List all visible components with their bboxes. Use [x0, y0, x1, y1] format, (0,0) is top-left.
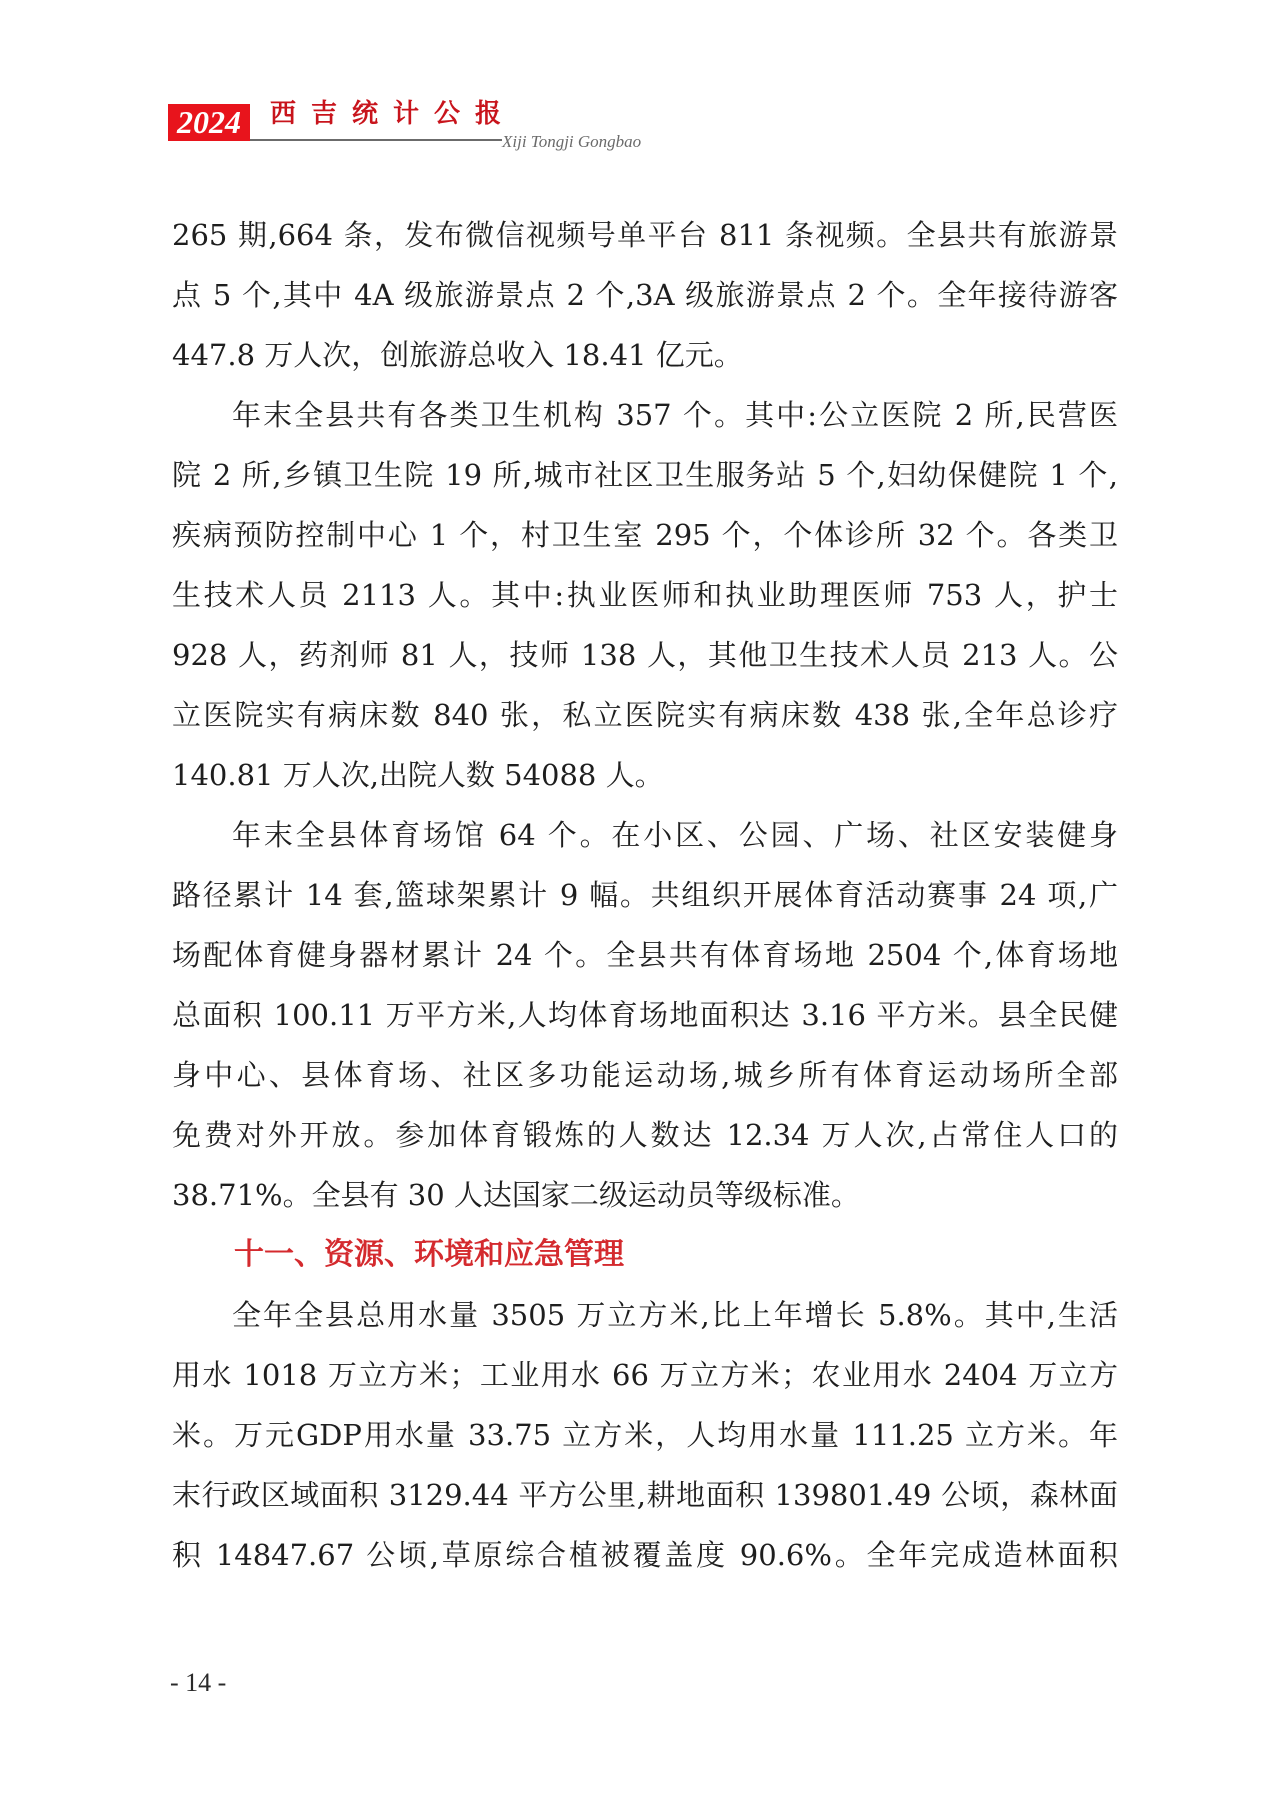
text-line: 院 2 所,乡镇卫生院 19 所,城市社区卫生服务站 5 个,妇幼保健院 1 个, [172, 458, 1118, 492]
text-line: 米。万元GDP用水量 33.75 立方米，人均用水量 111.25 立方米。年 [172, 1418, 1118, 1452]
header-divider [250, 139, 502, 141]
text-line: 265 期,664 条，发布微信视频号单平台 811 条视频。全县共有旅游景 [172, 218, 1118, 252]
text-line: 年末全县体育场馆 64 个。在小区、公园、广场、社区安装健身 [232, 818, 1118, 852]
paragraph-health [172, 385, 1118, 805]
text-line: 生技术人员 2113 人。其中:执业医师和执业助理医师 753 人，护士 [172, 578, 1118, 612]
text-line: 疾病预防控制中心 1 个，村卫生室 295 个，个体诊所 32 个。各类卫 [172, 518, 1118, 552]
document-body [172, 205, 1118, 1585]
text-line: 38.71%。全县有 30 人达国家二级运动员等级标准。 [172, 1178, 860, 1212]
text-line: 年末全县共有各类卫生机构 357 个。其中:公立医院 2 所,民营医 [232, 398, 1118, 432]
text-line: 140.81 万人次,出院人数 54088 人。 [172, 758, 664, 792]
year-badge: 2024 [168, 104, 250, 141]
text-line: 末行政区域面积 3129.44 平方公里,耕地面积 139801.49 公顷，森林面 [172, 1478, 1118, 1512]
text-line: 场配体育健身器材累计 24 个。全县共有体育场地 2504 个,体育场地 [172, 938, 1118, 972]
page-number: - 14 - [170, 1668, 227, 1697]
section-heading: 十一、资源、环境和应急管理 [234, 1237, 624, 1272]
paragraph-tourism [172, 205, 1118, 385]
text-line: 立医院实有病床数 840 张，私立医院实有病床数 438 张,全年总诊疗 [172, 698, 1118, 732]
text-line: 总面积 100.11 万平方米,人均体育场地面积达 3.16 平方米。县全民健 [172, 998, 1118, 1032]
page-header [0, 0, 1280, 180]
text-line: 全年全县总用水量 3505 万立方米,比上年增长 5.8%。其中,生活 [232, 1298, 1118, 1332]
text-line: 身中心、县体育场、社区多功能运动场,城乡所有体育运动场所全部 [172, 1058, 1118, 1092]
text-line: 447.8 万人次，创旅游总收入 18.41 亿元。 [172, 338, 743, 372]
publication-title: 西吉统计公报 [270, 99, 517, 129]
paragraph-resources [172, 1285, 1118, 1585]
text-line: 积 14847.67 公顷,草原综合植被覆盖度 90.6%。全年完成造林面积 [172, 1538, 1118, 1572]
paragraph-sports [172, 805, 1118, 1225]
text-line: 免费对外开放。参加体育锻炼的人数达 12.34 万人次,占常住人口的 [172, 1118, 1118, 1152]
text-line: 点 5 个,其中 4A 级旅游景点 2 个,3A 级旅游景点 2 个。全年接待游客 [172, 278, 1118, 312]
text-line: 路径累计 14 套,篮球架累计 9 幅。共组织开展体育活动赛事 24 项,广 [172, 878, 1118, 912]
text-line: 用水 1018 万立方米；工业用水 66 万立方米；农业用水 2404 万立方 [172, 1358, 1118, 1392]
text-line: 928 人，药剂师 81 人，技师 138 人，其他卫生技术人员 213 人。公 [172, 638, 1118, 672]
publication-subtitle: Xiji Tongji Gongbao [502, 132, 642, 151]
